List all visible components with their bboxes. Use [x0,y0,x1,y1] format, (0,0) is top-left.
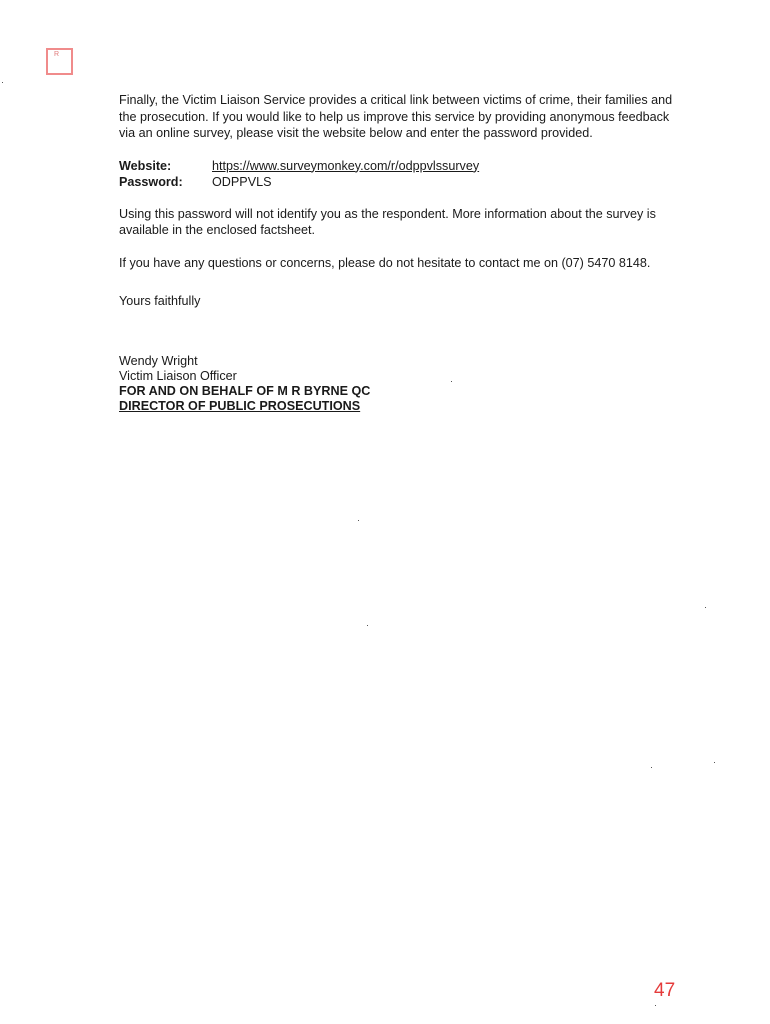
scan-speck [651,767,652,768]
scan-speck [705,607,706,608]
scan-speck [655,1005,656,1006]
closing-salutation: Yours faithfully [119,294,201,308]
page-number: 47 [654,980,676,1001]
scan-speck [2,82,3,83]
received-stamp-box [46,48,73,75]
password-row [119,174,684,190]
stamp-letter: R [54,51,60,58]
letter-body [119,92,684,414]
password-value: ODPPVLS [212,174,272,189]
scan-speck [714,762,715,763]
signer-name: Wendy Wright [119,353,198,368]
website-label: Website: [119,158,172,173]
privacy-paragraph: Using this password will not identify you as the respondent. More information about the survey is available in the enclosed factsheet. [119,206,656,237]
behalf-line: FOR AND ON BEHALF OF M R BYRNE QC [119,383,371,398]
signer-title: Victim Liaison Officer [119,368,237,383]
password-label: Password: [119,174,183,189]
scan-speck [367,625,368,626]
feedback-paragraph: Finally, the Victim Liaison Service provides a critical link between victims of crime, their families and the prosecution. If you would like to help us improve this service by providing anonymous feedback via an online survey, please visit the website below and enter the password provided. [119,93,673,140]
survey-details [119,158,684,190]
scan-speck [358,520,359,521]
signature-block [119,354,684,414]
website-link[interactable]: https://www.surveymonkey.com/r/odppvlssurvey [212,158,480,173]
contact-paragraph: If you have any questions or concerns, please do not hesitate to contact me on (07) 5470 8148. [119,255,651,270]
director-line: DIRECTOR OF PUBLIC PROSECUTIONS [119,398,361,413]
scan-speck [451,381,452,382]
website-row [119,158,684,174]
